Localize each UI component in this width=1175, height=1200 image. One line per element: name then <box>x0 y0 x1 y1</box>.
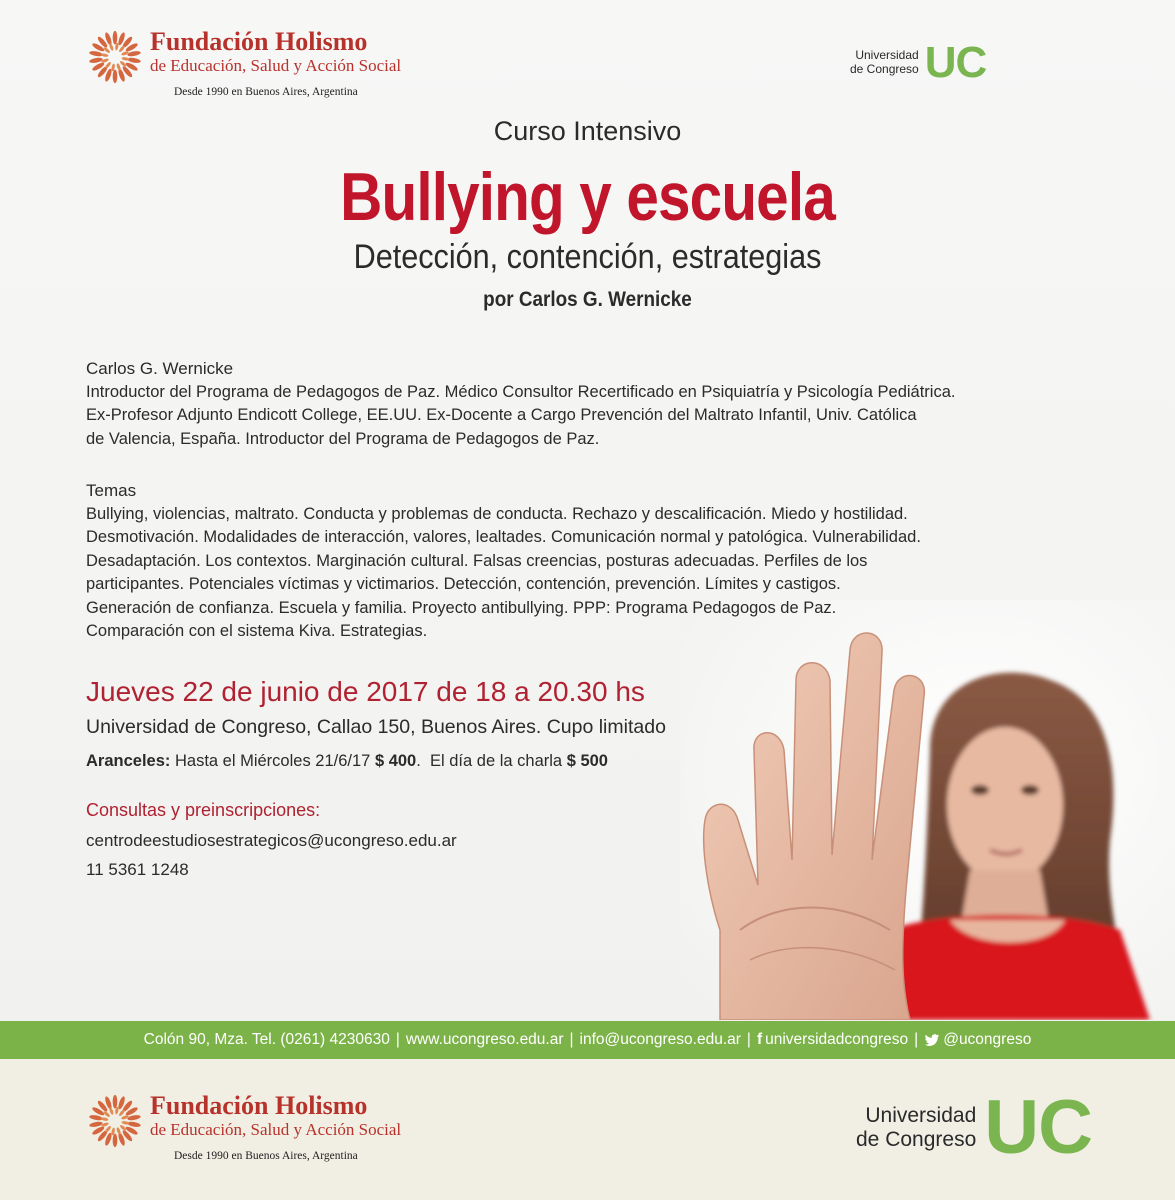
university-mark: UC <box>984 1085 1093 1170</box>
event-date: Jueves 22 de junio de 2017 de 18 a 20.30 hs <box>86 676 645 707</box>
topics-line: Generación de confianza. Escuela y familia. Proyecto antibullying. PPP: Programa Pedagogos de Paz. <box>86 598 837 617</box>
course-title: Bullying y escuela <box>340 159 835 235</box>
stop-hand-photo <box>680 600 1175 1020</box>
contact-email[interactable]: centrodeestudiosestrategicos@ucongreso.edu.ar <box>86 831 457 850</box>
event-place: Universidad de Congreso, Callao 150, Buenos Aires. Cupo limitado <box>86 716 666 738</box>
foundation-tagline: de Educación, Salud y Acción Social <box>150 56 402 75</box>
foundation-since: Desde 1990 en Buenos Aires, Argentina <box>174 86 358 98</box>
fees-early: Hasta el Miércoles 21/6/17 <box>174 752 371 770</box>
course-subtitle: Detección, contención, estrategias <box>353 238 822 276</box>
bio-line: de Valencia, España. Introductor del Programa de Pedagogos de Paz. <box>86 429 600 448</box>
university-line2: de Congreso <box>856 1128 977 1151</box>
university-mark: UC <box>924 38 987 87</box>
footer-twitter-link[interactable]: @ucongreso <box>943 1031 1032 1048</box>
foundation-since: Desde 1990 en Buenos Aires, Argentina <box>174 1150 358 1162</box>
fees-day-price: $ 500 <box>566 752 608 770</box>
topics-line: Comparación con el sistema Kiva. Estrategias. <box>86 622 428 640</box>
fees-label: Aranceles: <box>86 752 171 770</box>
topics-heading: Temas <box>86 481 137 500</box>
fees-early-price: $ 400 <box>374 752 417 770</box>
topics-section <box>86 479 986 644</box>
topics-line: Desmotivación. Modalidades de interacción, valores, lealtades. Comunicación normal y patológica. Vulnerabilidad. <box>86 528 921 546</box>
footer-web-link[interactable]: www.ucongreso.edu.ar <box>405 1031 564 1048</box>
course-kicker: Curso Intensivo <box>493 116 682 146</box>
footer-facebook-link[interactable]: universidadcongreso <box>765 1031 909 1048</box>
university-line1: Universidad <box>855 48 919 63</box>
topics-line: participantes. Potenciales víctimas y victimarios. Detección, contención, prevención. Límites y castigos. <box>86 575 841 593</box>
sun-emblem-icon <box>86 1092 144 1150</box>
contact-phone: 11 5361 1248 <box>86 860 189 879</box>
foundation-logo-top <box>86 28 401 98</box>
foundation-logo-bottom <box>86 1092 401 1162</box>
event-fees: Aranceles: Hasta el Miércoles 21/6/17 $ 400. El día de la charla $ 500 <box>86 752 608 770</box>
topics-line: Bullying, violencias, maltrato. Conducta y problemas de conducta. Rechazo y descalificación. Miedo y hostilidad. <box>86 504 908 523</box>
topics-line: Desadaptación. Los contextos. Marginación cultural. Falsas creencias, posturas adecuadas. Perfiles de los <box>86 551 868 570</box>
footer-contact-bar: Colón 90, Mza. Tel. (0261) 4230630 | www.ucongreso.edu.ar | info@ucongreso.edu.ar | f universidadcongreso | @ucongreso <box>0 1021 1175 1059</box>
university-line2: de Congreso <box>850 62 919 76</box>
facebook-icon: f <box>756 1031 763 1048</box>
bio-section <box>86 357 986 451</box>
foundation-name: Fundación Holismo <box>150 27 368 56</box>
bio-line: Introductor del Programa de Pedagogos de Paz. Médico Consultor Recertificado en Psiquiatría y Psicología Pediátrica. <box>86 382 956 401</box>
university-logo-top <box>850 38 986 88</box>
sun-emblem-icon <box>86 28 144 86</box>
fees-day: El día de la charla <box>430 752 563 770</box>
university-line1: Universidad <box>865 1103 977 1127</box>
twitter-icon <box>924 1034 940 1047</box>
contact-heading: Consultas y preinscripciones: <box>86 800 321 820</box>
university-logo-bottom <box>856 1085 1093 1170</box>
bio-heading: Carlos G. Wernicke <box>86 359 234 378</box>
bio-line: Ex-Profesor Adjunto Endicott College, EE.UU. Ex-Docente a Cargo Prevención del Maltrato Infantil, Univ. Católica <box>86 406 917 424</box>
footer-mail-link[interactable]: info@ucongreso.edu.ar <box>579 1031 741 1048</box>
footer-address: Colón 90, Mza. Tel. (0261) 4230630 <box>143 1031 390 1048</box>
foundation-tagline: de Educación, Salud y Acción Social <box>150 1120 402 1139</box>
foundation-name: Fundación Holismo <box>150 1091 368 1120</box>
course-author: por Carlos G. Wernicke <box>483 288 692 311</box>
